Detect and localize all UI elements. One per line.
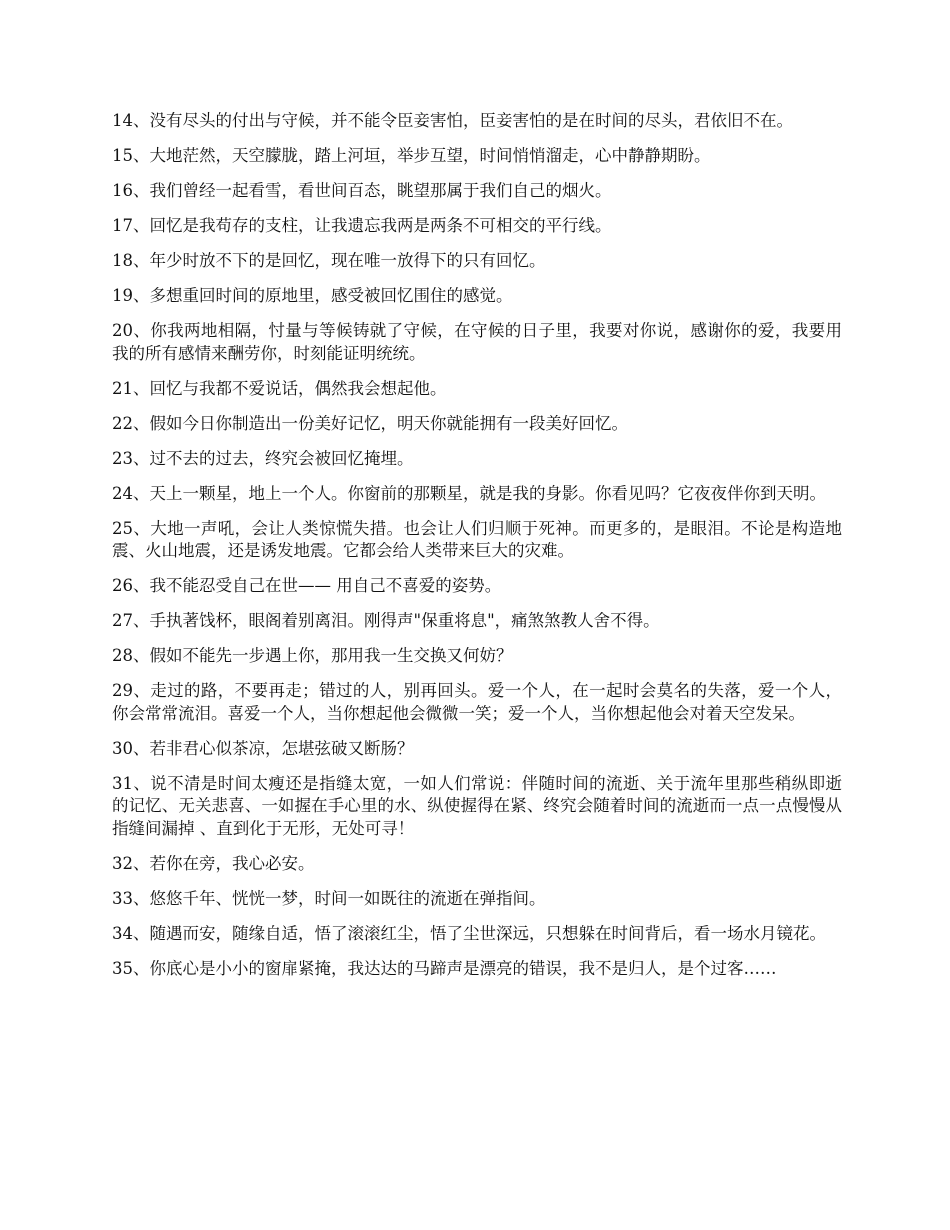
paragraph-21: 21、回忆与我都不爱说话，偶然我会想起他。: [112, 378, 447, 398]
document-body: [112, 110, 842, 993]
paragraph-23: 23、过不去的过去，终究会被回忆掩埋。: [112, 448, 414, 468]
paragraph-35: 35、你底心是小小的窗扉紧掩，我达达的马蹄声是漂亮的错误，我不是归人，是个过客……: [112, 958, 777, 978]
paragraph-33: 33、悠悠千年、恍恍一梦，时间一如既往的流逝在弹指间。: [112, 888, 546, 908]
paragraph-15: 15、大地茫然，天空朦胧，踏上河垣，举步互望，时间悄悄溜走，心中静静期盼。: [112, 146, 711, 165]
paragraph-24: 24、天上一颗星，地上一个人。你窗前的那颗星，就是我的身影。你看见吗？它夜夜伴你到天明。: [112, 483, 826, 503]
paragraph-26: 26、我不能忍受自己在世—— 用自己不喜爱的姿势。: [112, 576, 502, 595]
paragraph-29: 29、走过的路，不要再走；错过的人，别再回头。爱一个人，在一起时会莫名的失落，爱一个人，你会常常流泪。喜爱一个人，当你想起他会微微一笑；爱一个人，当你想起他会对着天空发呆。: [112, 681, 842, 723]
paragraph-27: 27、手执著饯杯，眼阁着别离泪。刚得声"保重将息"，痛煞煞教人舍不得。: [112, 611, 660, 630]
paragraph-34: 34、随遇而安，随缘自适，悟了滚滚红尘，悟了尘世深远，只想躲在时间背后，看一场水月镜花。: [112, 923, 826, 943]
paragraph-32: 32、若你在旁，我心必安。: [112, 853, 315, 873]
paragraph-19: 19、多想重回时间的原地里，感受被回忆围住的感觉。: [112, 286, 513, 305]
paragraph-18: 18、年少时放不下的是回忆，现在唯一放得下的只有回忆。: [112, 251, 546, 270]
paragraph-17: 17、回忆是我苟存的支柱，让我遗忘我两是两条不可相交的平行线。: [112, 216, 612, 235]
paragraph-14: 14、没有尽头的付出与守候，并不能令臣妾害怕，臣妾害怕的是在时间的尽头，君依旧不在。: [112, 111, 793, 130]
paragraph-22: 22、假如今日你制造出一份美好记忆，明天你就能拥有一段美好回忆。: [112, 413, 628, 433]
paragraph-20: 20、你我两地相隔，忖量与等候铸就了守候，在守候的日子里，我要对你说，感谢你的爱，我要用我的所有感情来酬劳你，时刻能证明统统。: [112, 321, 842, 363]
paragraph-25: 25、大地一声吼，会让人类惊慌失措。也会让人们归顺于死神。而更多的，是眼泪。不论是构造地震、火山地震，还是诱发地震。它都会给人类带来巨大的灾难。: [112, 518, 842, 560]
paragraph-16: 16、我们曾经一起看雪，看世间百态，眺望那属于我们自己的烟火。: [112, 181, 612, 200]
paragraph-30: 30、若非君心似茶凉，怎堪弦破又断肠？: [112, 738, 414, 758]
paragraph-31: 31、说不清是时间太瘦还是指缝太宽，一如人们常说：伴随时间的流逝、关于流年里那些稍纵即逝的记忆、无关悲喜、一如握在手心里的水、纵使握得在紧、终究会随着时间的流逝而一点一点慢慢从指缝间漏掉 、直到化于无形，无处可寻！: [112, 773, 842, 838]
paragraph-28: 28、假如不能先一步遇上你，那用我一生交换又何妨？: [112, 646, 513, 665]
